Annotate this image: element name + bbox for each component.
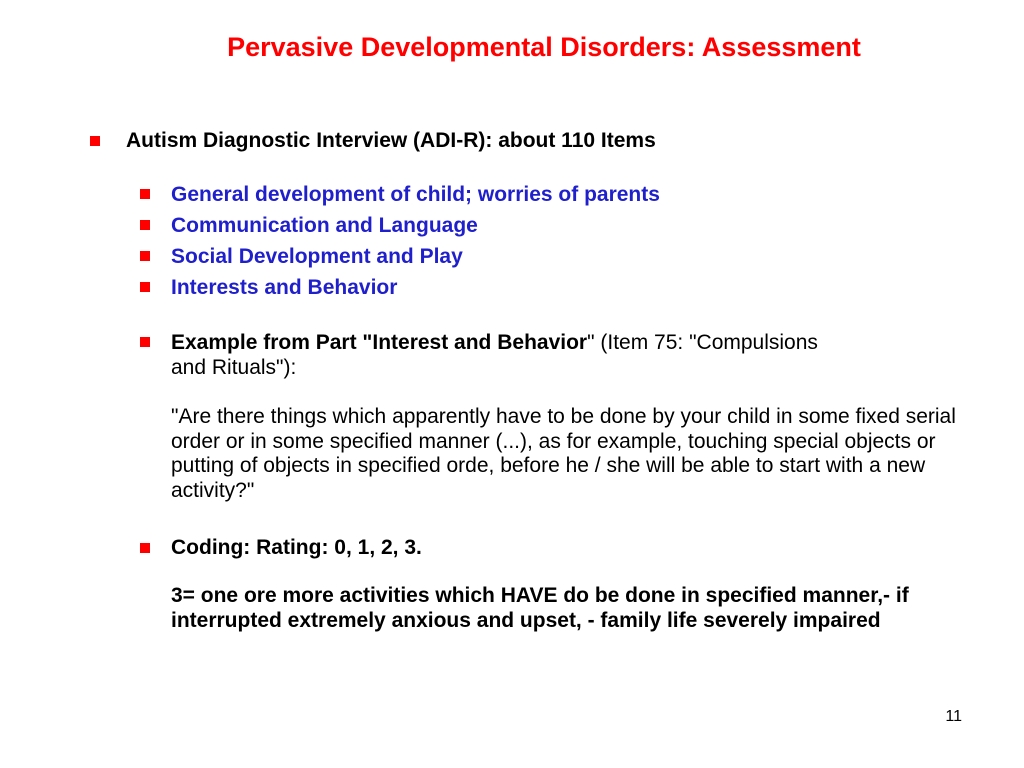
bullet-square-icon (140, 282, 150, 292)
coding-label: Coding: Rating: 0, 1, 2, 3. (171, 536, 422, 559)
bullet-square-icon (140, 251, 150, 261)
bullet-square-icon (140, 189, 150, 199)
bullet-square-icon (90, 136, 100, 146)
bullet-square-icon (140, 220, 150, 230)
sub-item-general-development: General development of child; worries of parents (171, 183, 660, 206)
page-number: 11 (945, 708, 962, 725)
example-item-ref-continued: and Rituals"): (171, 356, 297, 379)
sub-item-communication: Communication and Language (171, 214, 478, 237)
example-item-ref: " (Item 75: "Compulsions (587, 331, 818, 354)
sub-item-interests: Interests and Behavior (171, 276, 398, 299)
bullet-square-icon (140, 543, 150, 553)
bullet-square-icon (140, 337, 150, 347)
example-label: Example from Part "Interest and Behavior (171, 331, 588, 354)
sub-item-social-development: Social Development and Play (171, 245, 463, 268)
coding-detail: 3= one ore more activities which HAVE do be done in specified manner,- if interrupted extremely anxious and upset, - family life severely impaired (171, 584, 909, 632)
example-heading (171, 330, 818, 356)
main-bullet-text: Autism Diagnostic Interview (ADI-R): about 110 Items (126, 129, 656, 152)
slide-title: Pervasive Developmental Disorders: Assessment (227, 32, 861, 62)
example-quote: "Are there things which apparently have to be done by your child in some fixed serial order or in some specified manner (...), as for example, touching special objects or putting of objects in specified orde, before he / she will be able to start with a new activity?" (171, 405, 956, 502)
